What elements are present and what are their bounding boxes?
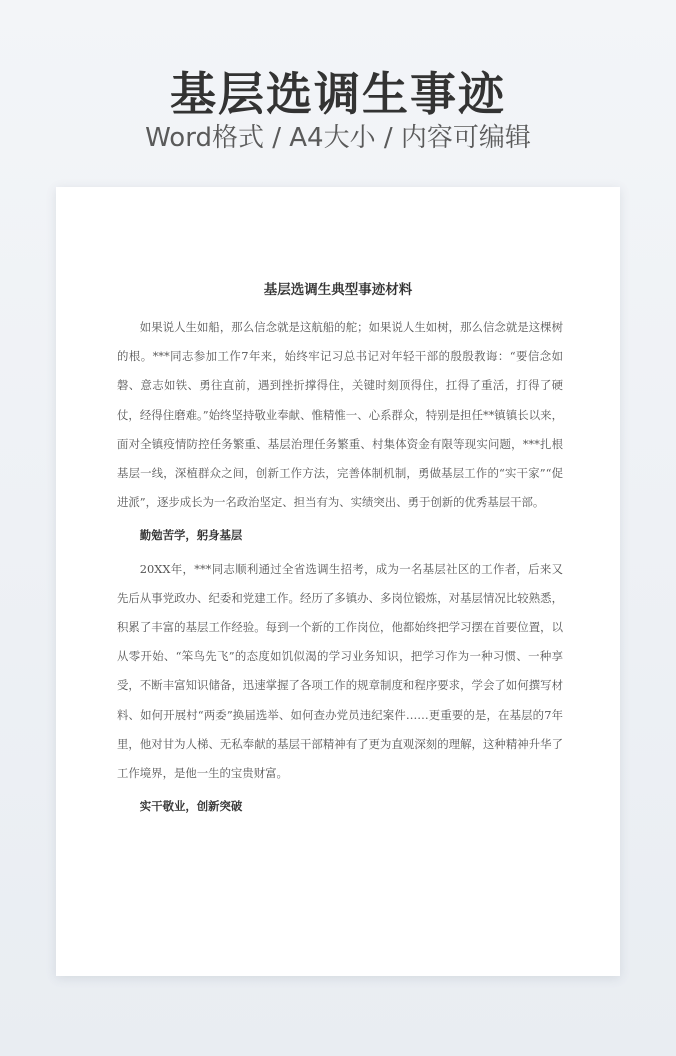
section-paragraph-1: 20XX年，***同志顺利通过全省选调生招考，成为一名基层社区的工作者，后来又先后从事党政办、纪委和党建工作。经历了多镇办、多岗位锻炼，对基层情况比较熟悉，积累了丰富的基层工作经验。每到一个新的工作岗位，他都始终把学习摆在首要位置，以从零开始、“笨鸟先飞”的态度如饥似渴的学习业务知识，把学习作为一种习惯、一种享受，不断丰富知识储备，迅速掌握了各项工作的规章制度和程序要求，学会了如何撰写材料、如何开展村“两委”换届选举、如何查办党员违纪案件……更重要的是，在基层的7年里，他对甘为人梯、无私奉献的基层干部精神有了更为直观深刻的理解，这种精神升华了工作境界，是他一生的宝贵财富。 <box>117 561 563 781</box>
banner-subtitle: Word格式 / A4大小 / 内容可编辑 <box>145 123 531 153</box>
section-heading-2: 实干敬业，创新突破 <box>139 799 243 814</box>
intro-paragraph: 如果说人生如船，那么信念就是这航船的舵；如果说人生如树，那么信念就是这棵树的根。***同志参加工作7年来，始终牢记习总书记对年轻干部的殷殷教诲：“要信念如磐、意志如铁、勇往直前，遇到挫折撑得住，关键时刻顶得住，扛得了重活，打得了硬仗，经得住磨难。”始终坚持敬业奉献、惟精惟一、心系群众，特别是担任**镇镇长以来，面对全镇疫情防控任务繁重、基层治理任务繁重、村集体资金有限等现实问题，***扎根基层一线，深植群众之间，创新工作方法，完善体制机制，勇做基层工作的“实干家”“促进派”，逐步成长为一名政治坚定、担当有为、实绩突出、勇于创新的优秀基层干部。 <box>117 320 563 510</box>
document-body <box>117 313 563 825</box>
section-heading-1: 勤勉苦学，躬身基层 <box>139 528 243 543</box>
document-title: 基层选调生典型事迹材料 <box>263 282 413 298</box>
document-page <box>56 187 620 976</box>
banner-title: 基层选调生事迹 <box>170 67 506 121</box>
